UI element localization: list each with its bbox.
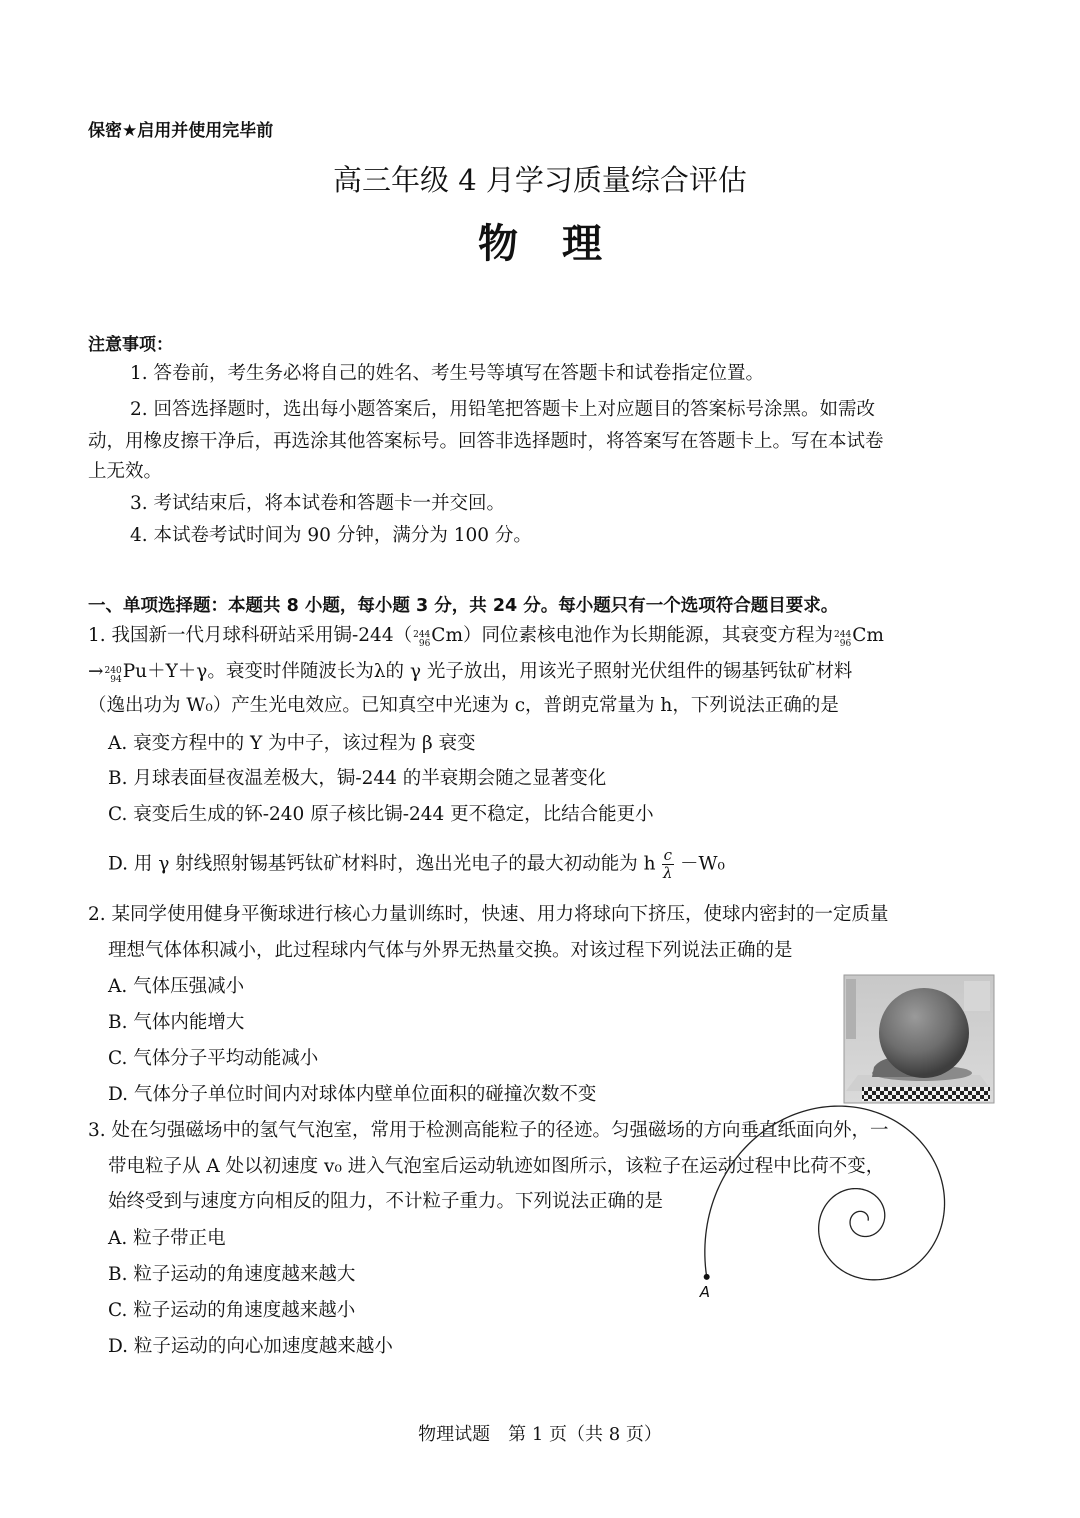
fraction-numerator: c [663,846,672,864]
spiral-trajectory-diagram [699,1140,970,1310]
curium-atomic-number: 96 [418,639,431,649]
q1-line-1 [88,624,884,649]
subject-title: 物理 [478,221,646,267]
q3-option-c: C. 粒子运动的角速度越来越小 [108,1300,356,1321]
q3-line-1: 3. 处在匀强磁场中的氢气气泡室，常用于检测高能粒子的径迹。匀强磁场的方向垂直纸面向外，一 [88,1120,889,1141]
point-a-dot [704,1274,710,1280]
secret-label: 保密★启用并使用完毕前 [88,121,274,141]
section-1-title: 一、单项选择题：本题共 8 小题，每小题 3 分，共 24 分。每小题只有一个选项符合题目要求。 [88,596,839,616]
curium-mass-number: 244 [413,630,431,640]
q2-option-d: D. 气体分子单位时间内对球体内壁单位面积的碰撞次数不变 [108,1084,597,1105]
q3-option-d: D. 粒子运动的向心加速度越来越小 [108,1336,393,1357]
plutonium-atomic-number: 94 [110,675,122,685]
balance-ball-illustration [844,975,994,1103]
fraction-denominator: λ [663,864,673,882]
c-over-lambda-fraction [662,847,674,882]
curium-atomic-number-2: 96 [839,639,852,649]
plutonium-mass-number: 240 [104,666,122,676]
notice-item-1: 1. 答卷前，考生务必将自己的姓名、考生号等填写在答题卡和试卷指定位置。 [130,363,765,384]
q2-option-a: A. 气体压强减小 [108,976,245,997]
notice-item-2-line-3: 上无效。 [88,461,163,482]
notice-item-2-line-2: 动，用橡皮擦干净后，再选涂其他答案标号。回答非选择题时，将答案写在答题卡上。写在本试卷 [88,431,884,452]
q3-line-3: 始终受到与速度方向相反的阻力，不计粒子重力。下列说法正确的是 [108,1191,664,1212]
q2-line-2: 理想气体体积减小，此过程球内气体与外界无热量交换。对该过程下列说法正确的是 [108,940,793,961]
page-footer: 物理试题 第 1 页（共 8 页） [418,1424,662,1445]
q3-option-b: B. 粒子运动的角速度越来越大 [108,1264,356,1285]
q1-option-a: A. 衰变方程中的 Y 为中子，该过程为 β 衰变 [108,733,476,754]
q2-line-1: 2. 某同学使用健身平衡球进行核心力量训练时，快速、用力将球向下挤压，使球内密封的一定质量 [88,904,889,925]
q3-line-2: 带电粒子从 A 处以初速度 v₀ 进入气泡室后运动轨迹如图所示，该粒子在运动过程中比荷不变， [108,1156,885,1177]
q1-line-1-a: 1. 我国新一代月球科研站采用锔-244（ [88,625,413,646]
spiral-trajectory-figure [699,1140,970,1310]
exam-title: 高三年级 4 月学习质量综合评估 [333,163,747,197]
q2-option-b: B. 气体内能增大 [108,1012,245,1033]
balance-ball-photo [844,975,994,1103]
q1-line-3: （逸出功为 W₀）产生光电效应。已知真空中光速为 c，普朗克常量为 h，下列说法正确的是 [88,695,839,716]
notice-item-2-line-1: 2. 回答选择题时，选出每小题答案后，用铅笔把答题卡上对应题目的答案标号涂黑。如需改 [130,399,876,420]
q1-line-1-c: Cm [852,625,884,646]
notice-item-3: 3. 考试结束后，将本试卷和答题卡一并交回。 [130,493,506,514]
q1-line-2 [88,660,852,685]
curium-nuclide-2 [834,631,851,649]
notice-title: 注意事项： [88,335,173,355]
plutonium-nuclide [105,667,122,685]
point-a-label: A [699,1282,710,1301]
q2-option-c: C. 气体分子平均动能减小 [108,1048,319,1069]
arrow-symbol: → [88,661,104,682]
q1-option-d [108,847,725,882]
q3-option-a: A. 粒子带正电 [108,1228,226,1249]
q1-option-c: C. 衰变后生成的钚-240 原子核比锔-244 更不稳定，比结合能更小 [108,804,654,825]
q1-option-b: B. 月球表面昼夜温差极大，锔-244 的半衰期会随之显著变化 [108,768,607,789]
curium-nuclide [413,631,430,649]
notice-item-4: 4. 本试卷考试时间为 90 分钟，满分为 100 分。 [130,525,532,546]
q1-line-1-b: Cm）同位素核电池作为长期能源，其衰变方程为 [431,625,833,646]
curium-mass-number-2: 244 [834,630,852,640]
q1-option-d-text: D. 用 γ 射线照射锡基钙钛矿材料时，逸出光电子的最大初动能为 h [108,853,656,875]
q1-line-2-b: Pu＋Y＋γ。衰变时伴随波长为λ的 γ 光子放出，用该光子照射光伏组件的锡基钙钛矿材料 [122,661,853,682]
q1-option-d-tail: －W₀ [679,853,725,875]
